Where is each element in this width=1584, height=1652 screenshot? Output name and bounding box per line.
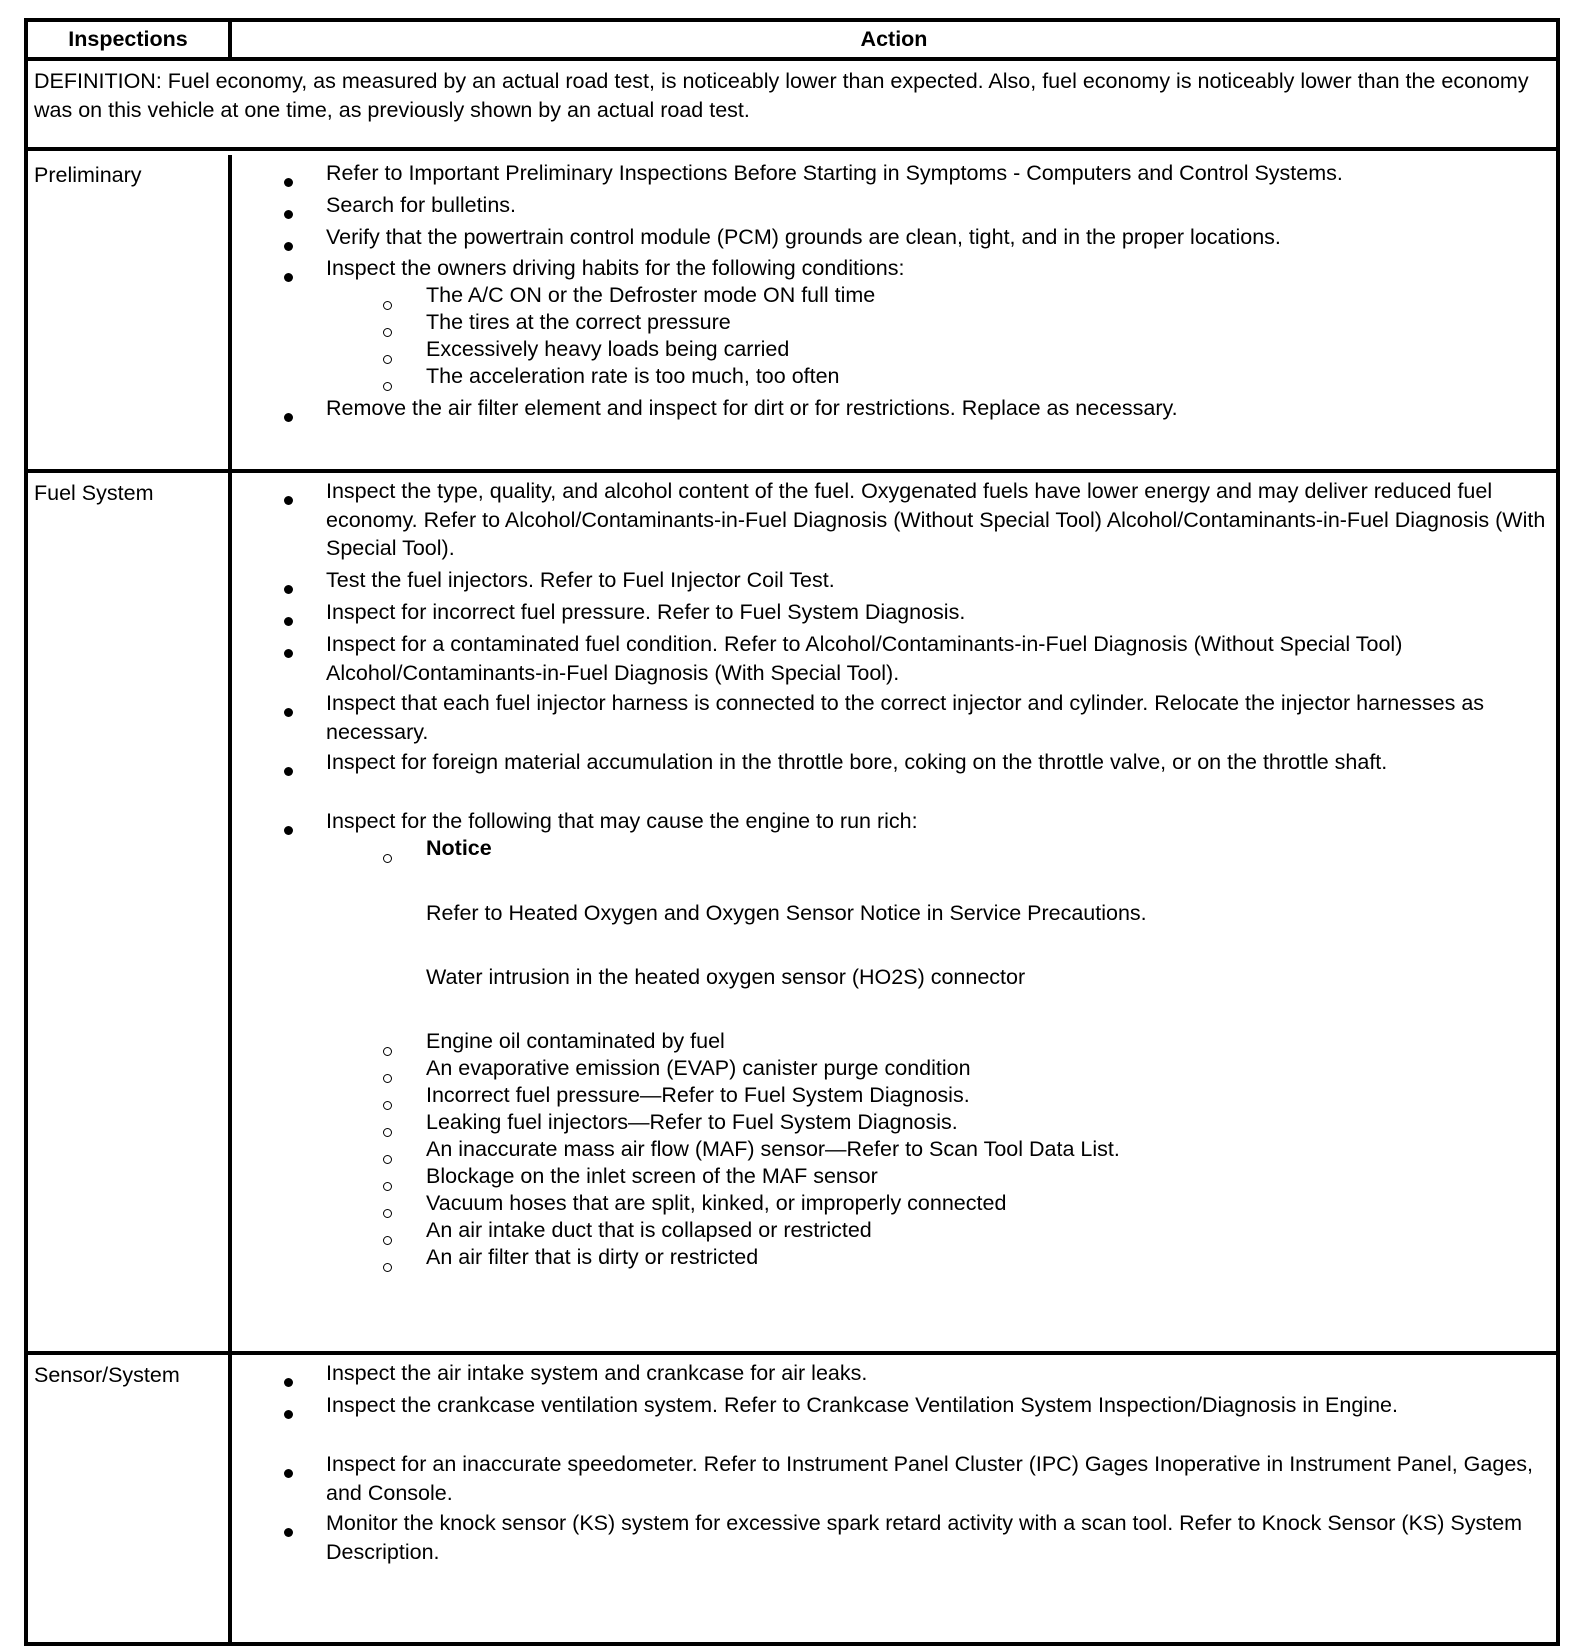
section-label: Preliminary bbox=[34, 163, 142, 187]
sub-list-item: Incorrect fuel pressure—Refer to Fuel System Diagnosis. bbox=[426, 1083, 970, 1107]
list-item: Inspect for incorrect fuel pressure. Refer to Fuel System Diagnosis. bbox=[326, 600, 966, 624]
table-header bbox=[28, 22, 1556, 61]
bullet-icon bbox=[282, 401, 294, 430]
bullet-icon bbox=[282, 573, 294, 602]
sub-bullet-icon bbox=[380, 316, 394, 345]
sub-list-item: The acceleration rate is too much, too often bbox=[426, 364, 840, 388]
definition-row bbox=[28, 61, 1556, 151]
notice-extra: Water intrusion in the heated oxygen sensor (HO2S) connector bbox=[426, 965, 1026, 989]
definition-text: DEFINITION: Fuel economy, as measured by an actual road test, is noticeably lower than expected. Also, fuel economy is noticeably lower than the economy was on this vehicle at one time, as previously shown by an actual road test. bbox=[34, 69, 1529, 122]
list-item: Inspect that each fuel injector harness is connected to the correct injector and cylinder. Relocate the injector harnesses as necessary. bbox=[326, 691, 1485, 744]
bullet-icon bbox=[282, 1457, 294, 1486]
list-item: Inspect for an inaccurate speedometer. Refer to Instrument Panel Cluster (IPC) Gages Inoperative in Instrument Panel, Gages, and Console. bbox=[326, 1452, 1534, 1505]
bullet-icon bbox=[282, 1516, 294, 1545]
sub-bullet-icon bbox=[380, 1251, 394, 1280]
sub-bullet-icon bbox=[380, 1035, 394, 1064]
header-action: Action bbox=[860, 27, 928, 52]
notice-text: Refer to Heated Oxygen and Oxygen Sensor Notice in Service Precautions. bbox=[426, 901, 1147, 925]
bullet-icon bbox=[282, 637, 294, 666]
bullet-icon bbox=[282, 1398, 294, 1427]
bullet-icon bbox=[282, 230, 294, 259]
sub-list-item: An inaccurate mass air flow (MAF) sensor—Refer to Scan Tool Data List. bbox=[426, 1137, 1120, 1161]
list-item: Verify that the powertrain control module (PCM) grounds are clean, tight, and in the proper locations. bbox=[326, 225, 1281, 249]
list-item: Test the fuel injectors. Refer to Fuel Injector Coil Test. bbox=[326, 568, 835, 592]
sub-list-item: An air intake duct that is collapsed or restricted bbox=[426, 1218, 872, 1242]
bullet-icon bbox=[282, 198, 294, 227]
bullet-icon bbox=[282, 696, 294, 725]
sub-bullet-icon bbox=[380, 1197, 394, 1226]
sub-list-item: An evaporative emission (EVAP) canister purge condition bbox=[426, 1056, 971, 1080]
sub-list-item: The A/C ON or the Defroster mode ON full time bbox=[426, 283, 876, 307]
column-divider bbox=[228, 22, 232, 61]
list-item: Search for bulletins. bbox=[326, 193, 517, 217]
section-sensor-system bbox=[28, 1355, 1556, 1642]
sub-bullet-icon bbox=[380, 1224, 394, 1253]
list-item: Inspect the type, quality, and alcohol content of the fuel. Oxygenated fuels have lower energy and may deliver reduced fuel economy. Refer to Alcohol/Contaminants-in-Fuel Diagnosis (Without Special Tool) Alcohol/Contaminants-in-Fuel Diagnosis (With Special Tool). bbox=[326, 479, 1546, 560]
sub-bullet-icon bbox=[380, 343, 394, 372]
section-preliminary bbox=[28, 155, 1556, 473]
sub-list-item: An air filter that is dirty or restricted bbox=[426, 1245, 759, 1269]
sub-bullet-icon bbox=[380, 842, 394, 871]
sub-list-item: Blockage on the inlet screen of the MAF sensor bbox=[426, 1164, 878, 1188]
bullet-icon bbox=[282, 261, 294, 290]
sub-list-item: The tires at the correct pressure bbox=[426, 310, 731, 334]
section-fuel-system bbox=[28, 473, 1556, 1355]
list-item: Inspect for a contaminated fuel condition. Refer to Alcohol/Contaminants-in-Fuel Diagnosis (Without Special Tool) Alcohol/Contaminants-in-Fuel Diagnosis (With Special Tool). bbox=[326, 632, 1403, 685]
section-actions bbox=[232, 155, 1556, 469]
header-inspections: Inspections bbox=[68, 27, 188, 52]
bullet-icon bbox=[282, 605, 294, 634]
section-label: Fuel System bbox=[34, 481, 154, 505]
bullet-icon bbox=[282, 166, 294, 195]
section-actions bbox=[232, 1355, 1556, 1642]
sub-bullet-icon bbox=[380, 1170, 394, 1199]
bullet-icon bbox=[282, 1366, 294, 1395]
bullet-icon bbox=[282, 755, 294, 784]
notice-title: Notice bbox=[426, 836, 492, 860]
list-item: Refer to Important Preliminary Inspections Before Starting in Symptoms - Computers and Control Systems. bbox=[326, 161, 1343, 185]
diagnosis-table bbox=[24, 18, 1560, 1646]
sub-list-item: Excessively heavy loads being carried bbox=[426, 337, 790, 361]
sub-bullet-icon bbox=[380, 289, 394, 318]
section-label: Sensor/System bbox=[34, 1363, 180, 1387]
sub-bullet-icon bbox=[380, 1143, 394, 1172]
list-item: Inspect for foreign material accumulation in the throttle bore, coking on the throttle valve, or on the throttle shaft. bbox=[326, 750, 1388, 774]
bullet-icon bbox=[282, 484, 294, 513]
list-item: Inspect the air intake system and crankcase for air leaks. bbox=[326, 1361, 868, 1385]
list-item: Inspect the owners driving habits for the following conditions: bbox=[326, 256, 905, 280]
section-actions bbox=[232, 473, 1556, 1351]
sub-list-item: Engine oil contaminated by fuel bbox=[426, 1029, 725, 1053]
list-item: Inspect for the following that may cause the engine to run rich: bbox=[326, 809, 918, 833]
sub-list-item: Vacuum hoses that are split, kinked, or improperly connected bbox=[426, 1191, 1007, 1215]
bullet-icon bbox=[282, 814, 294, 843]
sub-bullet-icon bbox=[380, 1116, 394, 1145]
list-item: Monitor the knock sensor (KS) system for excessive spark retard activity with a scan tool. Refer to Knock Sensor (KS) System Description. bbox=[326, 1511, 1523, 1564]
sub-bullet-icon bbox=[380, 1089, 394, 1118]
sub-bullet-icon bbox=[380, 1062, 394, 1091]
sub-list-item: Leaking fuel injectors—Refer to Fuel System Diagnosis. bbox=[426, 1110, 958, 1134]
list-item: Inspect the crankcase ventilation system. Refer to Crankcase Ventilation System Inspection/Diagnosis in Engine. bbox=[326, 1393, 1398, 1417]
list-item: Remove the air filter element and inspect for dirt or for restrictions. Replace as necessary. bbox=[326, 396, 1178, 420]
